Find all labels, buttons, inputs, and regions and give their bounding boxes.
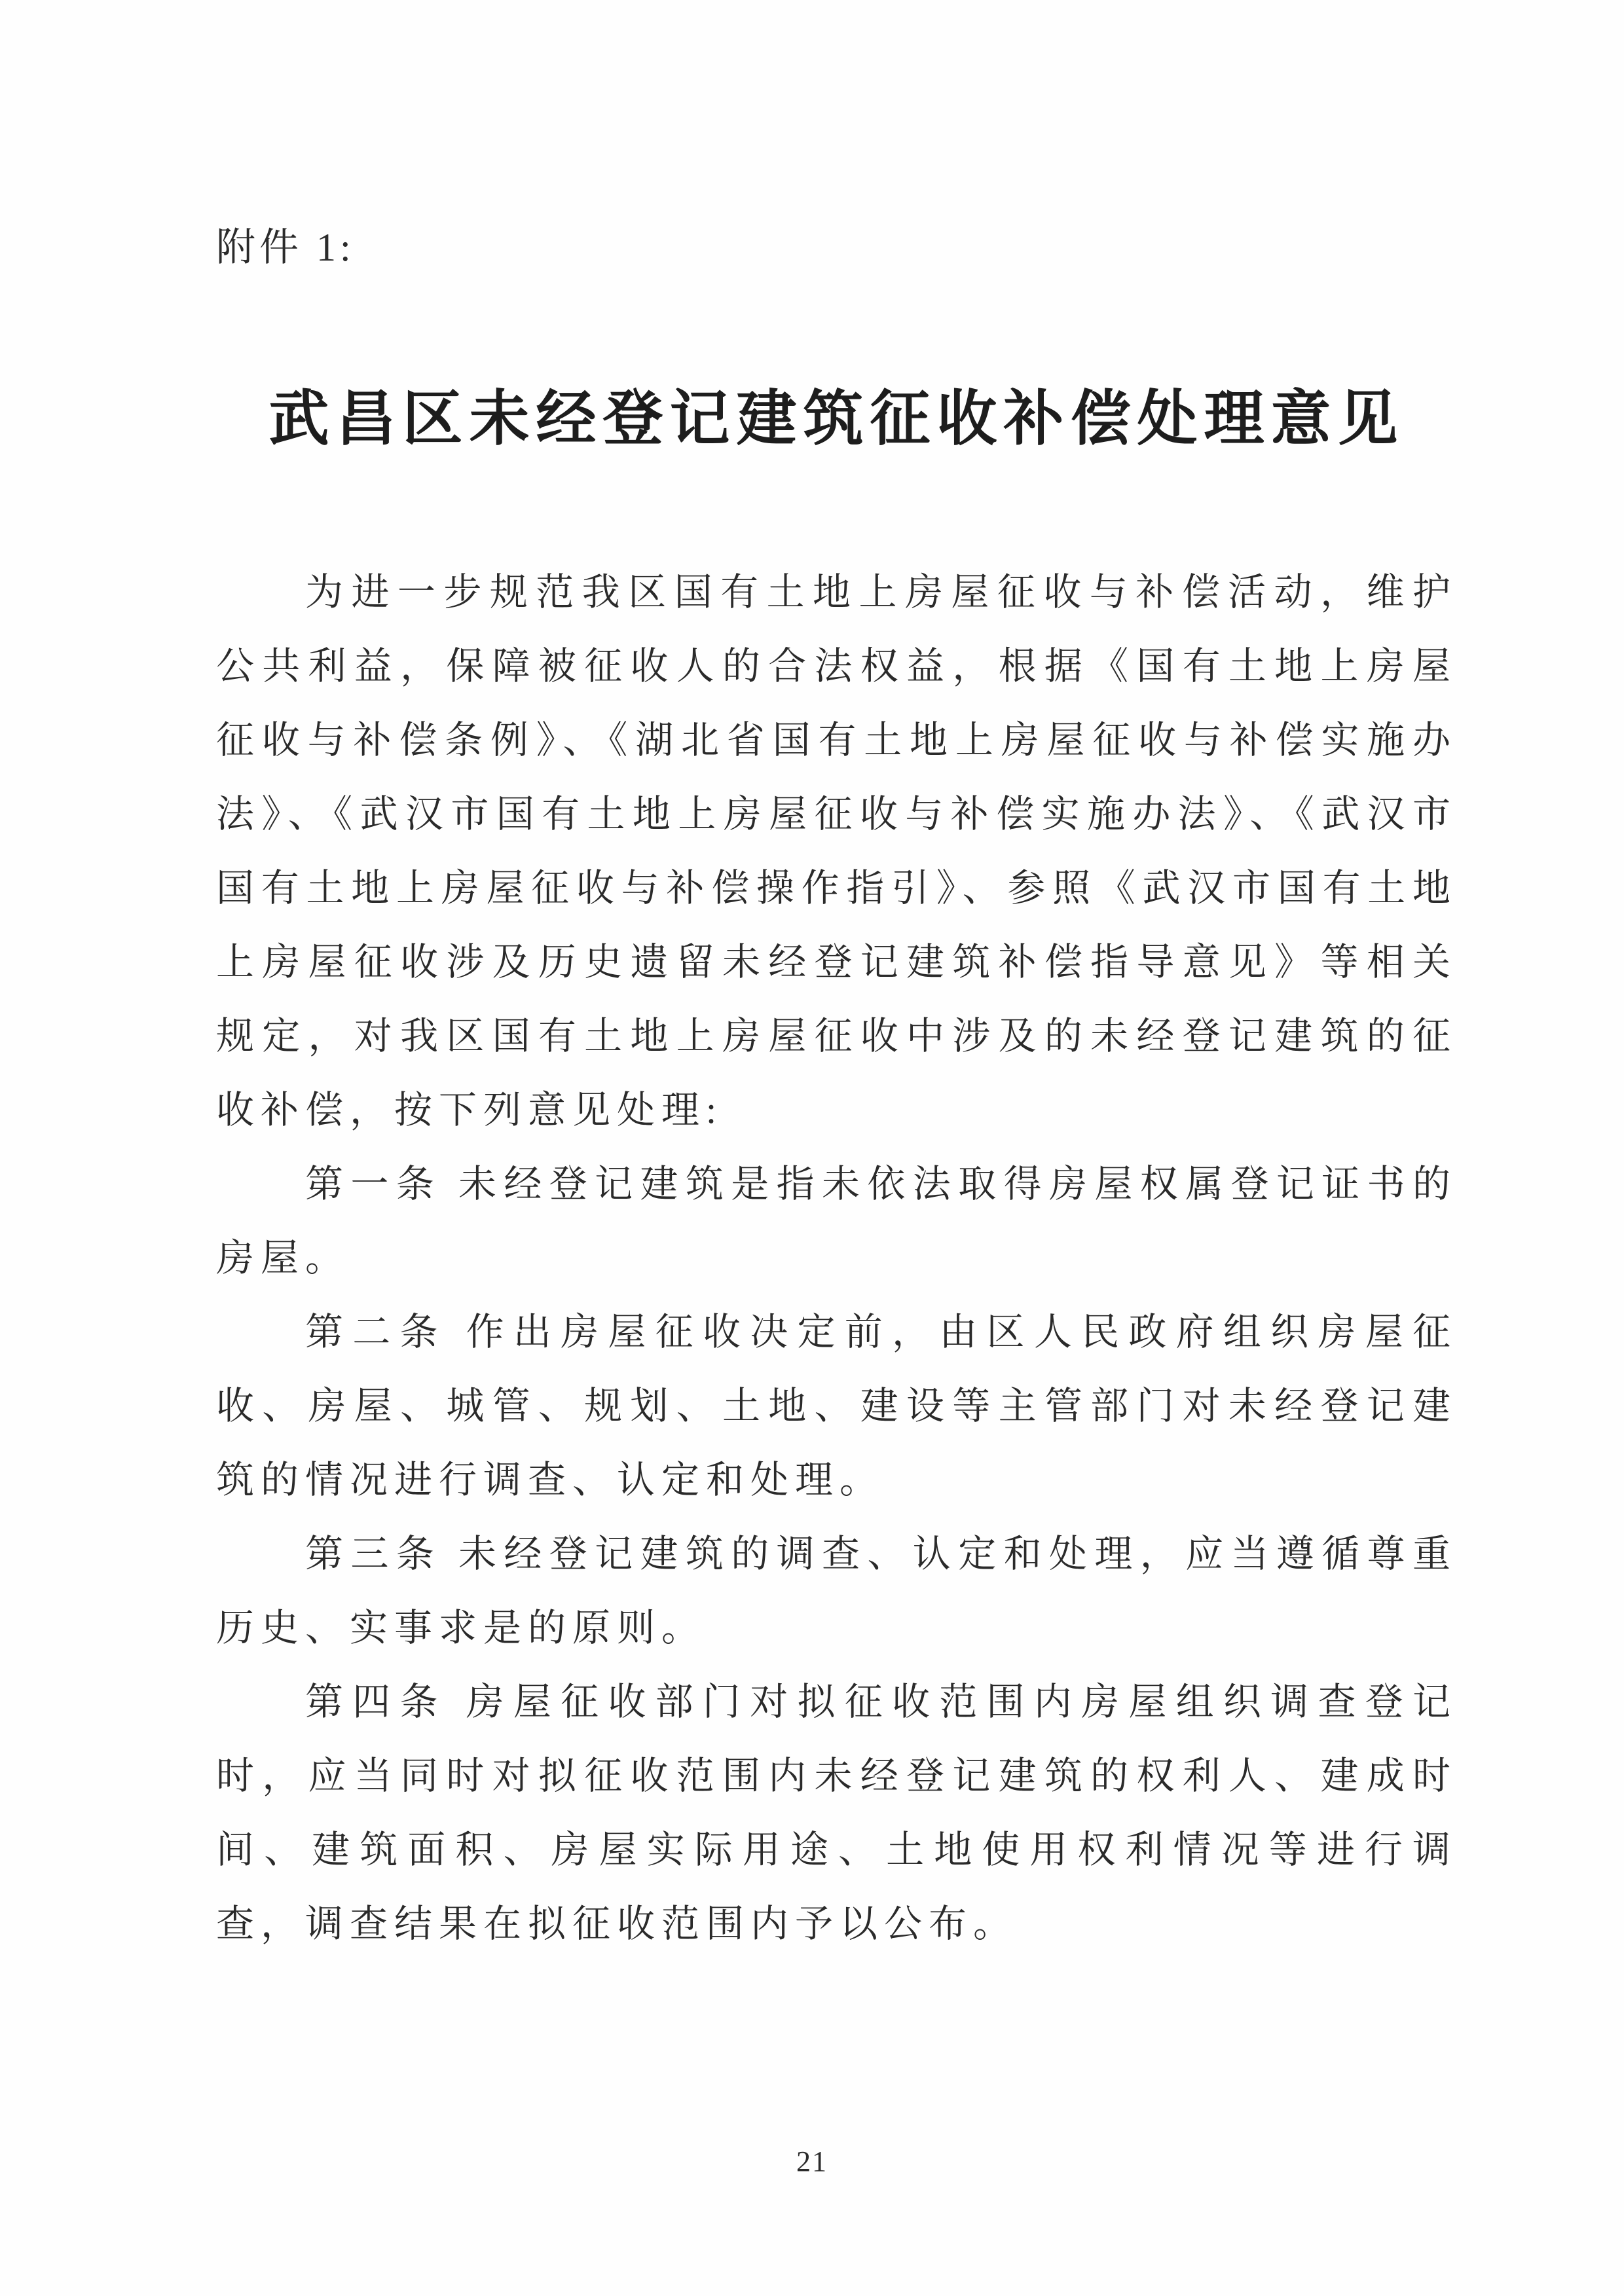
paragraph-article-4: 第四条 房屋征收部门对拟征收范围内房屋组织调查登记时，应当同时对拟征收范围内未经登记建筑的权利人、建成时间、建筑面积、房屋实际用途、土地使用权利情况等进行调查，调查结果在拟征收范围内予以公布。 [216, 1681, 1457, 1945]
page-number: 21 [796, 2145, 828, 2178]
attachment-label: 附件 1: [216, 226, 355, 269]
paragraph-intro: 为进一步规范我区国有土地上房屋征收与补偿活动，维护公共利益，保障被征收人的合法权益，根据《国有土地上房屋征收与补偿条例》、《湖北省国有土地上房屋征收与补偿实施办法》、《武汉市国有土地上房屋征收与补偿实施办法》、《武汉市国有土地上房屋征收与补偿操作指引》、参照《武汉市国有土地上房屋征收涉及历史遗留未经登记建筑补偿指导意见》等相关规定，对我区国有土地上房屋征收中涉及的未经登记建筑的征收补偿，按下列意见处理: [216, 571, 1457, 1131]
paragraph-article-3: 第三条 未经登记建筑的调查、认定和处理，应当遵循尊重历史、实事求是的原则。 [216, 1533, 1457, 1649]
document-body [216, 555, 1457, 1961]
document-title: 武昌区未经登记建筑征收补偿处理意见 [268, 386, 1405, 452]
paragraph-article-2: 第二条 作出房屋征收决定前，由区人民政府组织房屋征收、房屋、城管、规划、土地、建设等主管部门对未经登记建筑的情况进行调查、认定和处理。 [216, 1311, 1457, 1501]
paragraph-article-1: 第一条 未经登记建筑是指未依法取得房屋权属登记证书的房屋。 [216, 1163, 1457, 1279]
